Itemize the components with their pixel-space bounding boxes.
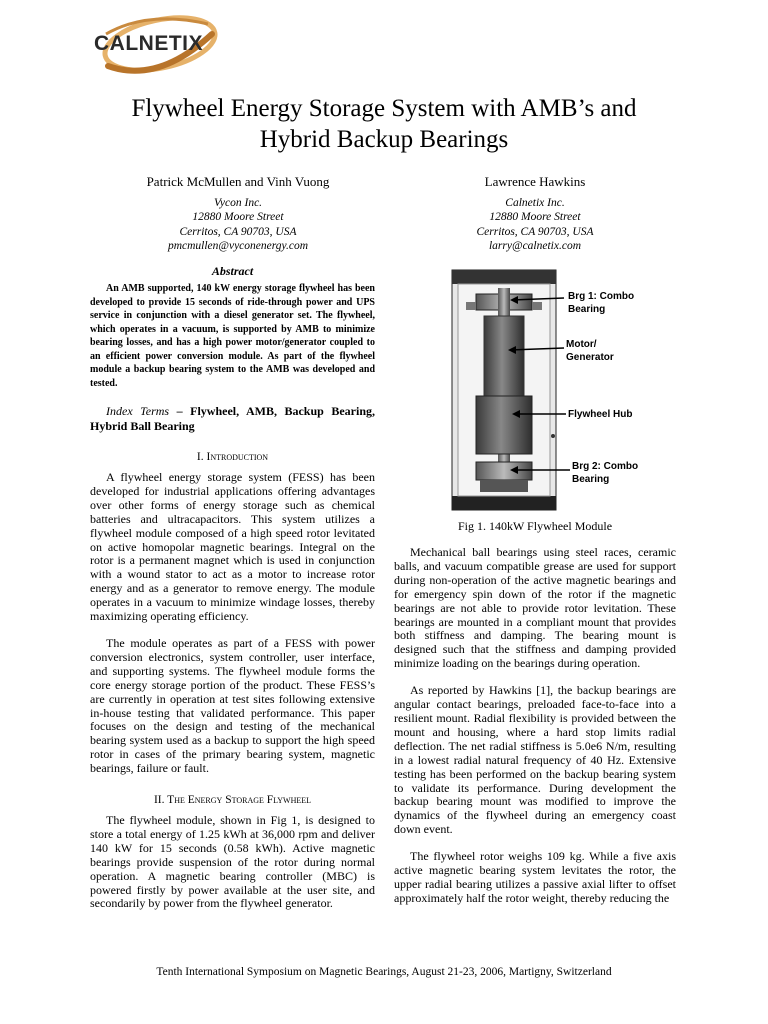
title-line-1: Flywheel Energy Storage System with AMB’s and: [131, 95, 637, 122]
index-terms: [90, 404, 375, 433]
figure-label-motor: Motor/ Generator: [566, 339, 614, 363]
author-block-calnetix: [420, 174, 650, 253]
paragraph: A flywheel energy storage system (FESS) has been developed for industrial applications offering advantages over other forms of energy storage such as chemical batteries and ultracapacitors. This system utilizes a flywheel module composed of a high speed rotor levitated on active homopolar magnetic bearings. Integral on the rotor is a permanent magnet which is used in conjunction with a wound stator to act as a motor to increase rotor energy and as a generator to remove energy. The module operates in a vacuum to minimize windage losses, thereby maximizing operating efficiency.: [90, 470, 375, 624]
affiliation-company: Vycon Inc.: [213, 197, 263, 209]
paper-title: [60, 93, 708, 155]
author-name: Patrick McMullen and Vinh Vuong: [146, 174, 330, 189]
affiliation-company: Calnetix Inc.: [505, 197, 565, 209]
affiliation-city: Cerritos, CA 90703, USA: [179, 225, 297, 238]
left-column: [90, 264, 375, 924]
title-line-2: Hybrid Backup Bearings: [259, 126, 509, 153]
logo-wordmark: CALNETIX: [94, 32, 203, 55]
section-heading-introduction: I. Introduction: [196, 451, 269, 463]
paragraph: Mechanical ball bearings using steel races, ceramic balls, and vacuum compatible grease are used for support during non-operation of the active magnetic bearings and for emergency spin down of the rotor if the magnetic bearings are not able to provide rotor levitation. These bearings are mounted in a compliant mount that provides both stiffness and damping. The bearing mount is designed such that the stiffness and damping provided minimize loading on the bearings during operation.: [394, 545, 676, 671]
figure-label-hub: Flywheel Hub: [568, 409, 633, 420]
right-column: [394, 546, 676, 919]
abstract-body: An AMB supported, 140 kW energy storage flywheel has been developed to provide 15 seconds of ride-through power and UPS service in conjunction with a diesel generator set. The flywheel, which operates in a vacuum, is supported by AMB to minimize bearing losses, and has a high power motor/generator coupled to an efficient power conversion module. As part of the flywheel module a backup bearing system to the AMB was developed and tested.: [90, 283, 375, 389]
author-name: Lawrence Hawkins: [484, 174, 586, 189]
figure-label-brg2: Brg 2: Combo Bearing: [572, 461, 639, 485]
affiliation-street: 12880 Moore Street: [192, 211, 284, 224]
abstract-heading: Abstract: [211, 264, 254, 278]
figure-caption: Fig 1. 140kW Flywheel Module: [457, 519, 613, 533]
index-terms-label: Index Terms: [106, 404, 170, 418]
section-heading-energy-storage: II. The Energy Storage Flywheel: [153, 794, 312, 807]
affiliation-city: Cerritos, CA 90703, USA: [476, 225, 594, 238]
paragraph: As reported by Hawkins [1], the backup bearings are angular contact bearings, preloaded face-to-face into a resilient mount. Radial flexibility is provided between the mount and housing, where a hard stop limits radial deflection. The net radial stiffness is 5.0e6 N/m, resulting in a lowest radial natural frequency of 40 Hz. Extensive testing has been performed on the backup bearing system to validate its performance. During development the backup bearing mount was modified to improve the dynamics of the flywheel during an emergency coast down event.: [394, 683, 676, 837]
affiliation-street: 12880 Moore Street: [489, 211, 581, 224]
index-terms-text: – Flywheel, AMB, Backup Bearing, Hybrid Ball Bearing: [90, 404, 375, 433]
page-footer: Tenth International Symposium on Magnetic Bearings, August 21-23, 2006, Martigny, Switzerland: [156, 966, 612, 978]
figure-label-brg1: Brg 1: Combo Bearing: [568, 291, 635, 315]
paragraph: The flywheel module, shown in Fig 1, is designed to store a total energy of 1.25 kWh at 36,000 rpm and deliver 140 kW for 15 seconds (0.58 kWh). Active magnetic bearings provide suspension of the rotor during normal operation. A magnetic bearing controller (MBC) is powered firstly by power available at the user site, and secondarily by power from the flywheel generator.: [90, 813, 375, 911]
author-block-vycon: [118, 174, 358, 253]
figure-callout-arrows: [450, 268, 650, 513]
flywheel-module-figure: [450, 268, 650, 513]
paragraph: The module operates as part of a FESS with power conversion electronics, system controller, user interface, and supporting systems. The flywheel module forms the core energy storage portion of the product. These FESS’s are currently in operation at test sites following extensive in-house testing that validated performance. This paper focuses on the design and testing of the mechanical bearing system used as a backup to support the high speed rotor in cases of the primary bearing system, magnetic bearings, failure or fault.: [90, 635, 375, 776]
paragraph: The flywheel rotor weighs 109 kg. While a five axis active magnetic bearing system levitates the rotor, the upper radial bearing utilizes a passive axial lifter to offset approximately half the rotor weight, thereby reducing the: [394, 849, 676, 905]
calnetix-logo: [88, 14, 218, 78]
author-email: larry@calnetix.com: [488, 239, 581, 252]
author-email: pmcmullen@vyconenergy.com: [167, 239, 309, 252]
